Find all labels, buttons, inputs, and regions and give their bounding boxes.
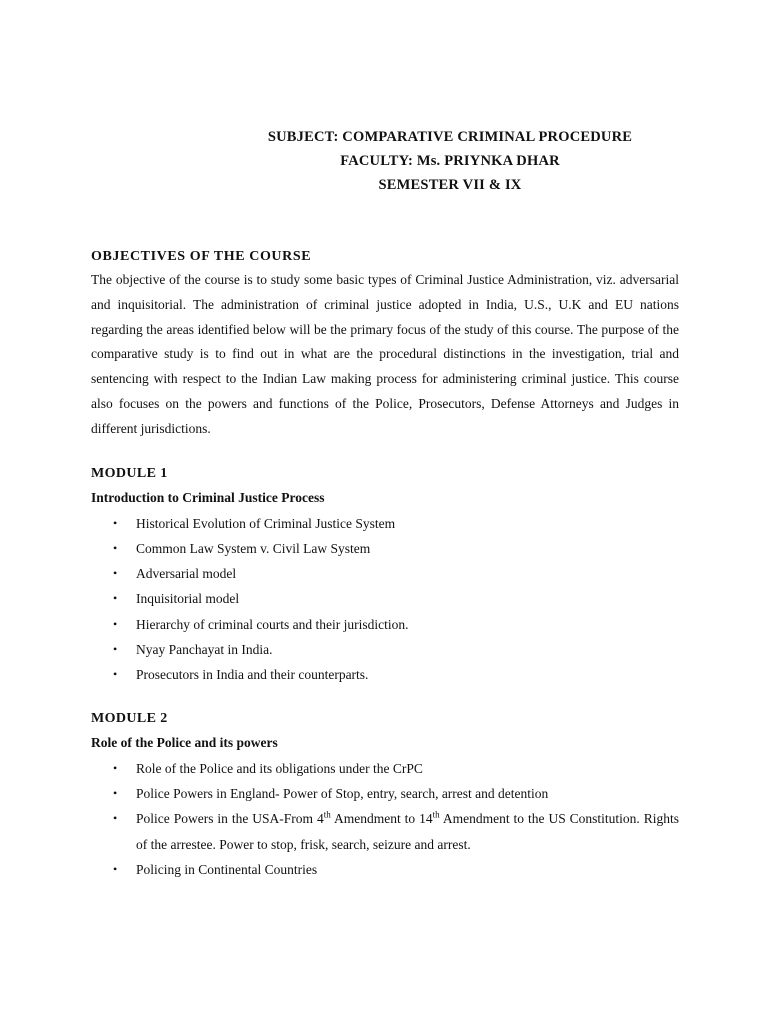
list-item: • Police Powers in England- Power of Stop, entry, search, arrest and detention: [91, 781, 679, 806]
list-item: • Common Law System v. Civil Law System: [91, 536, 679, 561]
module-2-subtitle: Role of the Police and its powers: [91, 734, 278, 750]
module-2-heading: MODULE 2: [91, 710, 168, 726]
bullet-icon: •: [113, 861, 118, 876]
list-item: • Prosecutors in India and their counterparts.: [91, 662, 679, 687]
list-item: • Hierarchy of criminal courts and their jurisdiction.: [91, 612, 679, 637]
bullet-icon: •: [113, 566, 118, 581]
list-item: • Policing in Continental Countries: [91, 857, 679, 882]
bullet-icon: •: [113, 642, 118, 657]
list-item: • Police Powers in the USA-From 4th Amendment to 14th Amendment to the US Constitution. Rights of the arrestee. Power to stop, frisk, search, seizure and arrest.: [91, 806, 679, 857]
bullet-icon: •: [113, 616, 118, 631]
bullet-icon: •: [113, 667, 118, 682]
document-header: [220, 125, 680, 197]
list-item: • Historical Evolution of Criminal Justice System: [91, 511, 679, 536]
module-2-list: [91, 756, 679, 882]
bullet-icon: •: [113, 785, 118, 800]
objectives-heading: OBJECTIVES OF THE COURSE: [91, 249, 312, 264]
list-item: • Inquisitorial model: [91, 586, 679, 611]
semester-line: SEMESTER VII & IX: [378, 177, 522, 193]
bullet-icon: •: [113, 811, 118, 826]
module-1-list: [91, 511, 679, 688]
subject-title: SUBJECT: COMPARATIVE CRIMINAL PROCEDURE: [267, 129, 633, 145]
bullet-icon: •: [113, 591, 118, 606]
bullet-icon: •: [113, 515, 118, 530]
bullet-icon: •: [113, 760, 118, 775]
module-1-subtitle: Introduction to Criminal Justice Process: [91, 489, 325, 505]
module-1-heading: MODULE 1: [91, 465, 168, 481]
bullet-icon: •: [113, 540, 118, 555]
objectives-paragraph: The objective of the course is to study some basic types of Criminal Justice Administration, viz. adversarial and inquisitorial. The administration of criminal justice adopted in India, U.S., U.K and EU nations regarding the areas identified below will be the primary focus of the study of this course. The purpose of the comparative study is to find out in what are the procedural distinctions in the investigation, trial and sentencing with respect to the Indian Law making process for administering criminal justice. This course also focuses on the powers and functions of the Police, Prosecutors, Defense Attorneys and Judges in different jurisdictions.: [91, 272, 679, 436]
list-item: • Nyay Panchayat in India.: [91, 637, 679, 662]
document-body: [91, 246, 679, 882]
faculty-line: FACULTY: Ms. PRIYNKA DHAR: [340, 153, 560, 169]
list-item: • Role of the Police and its obligations under the CrPC: [91, 756, 679, 781]
list-item: • Adversarial model: [91, 561, 679, 586]
